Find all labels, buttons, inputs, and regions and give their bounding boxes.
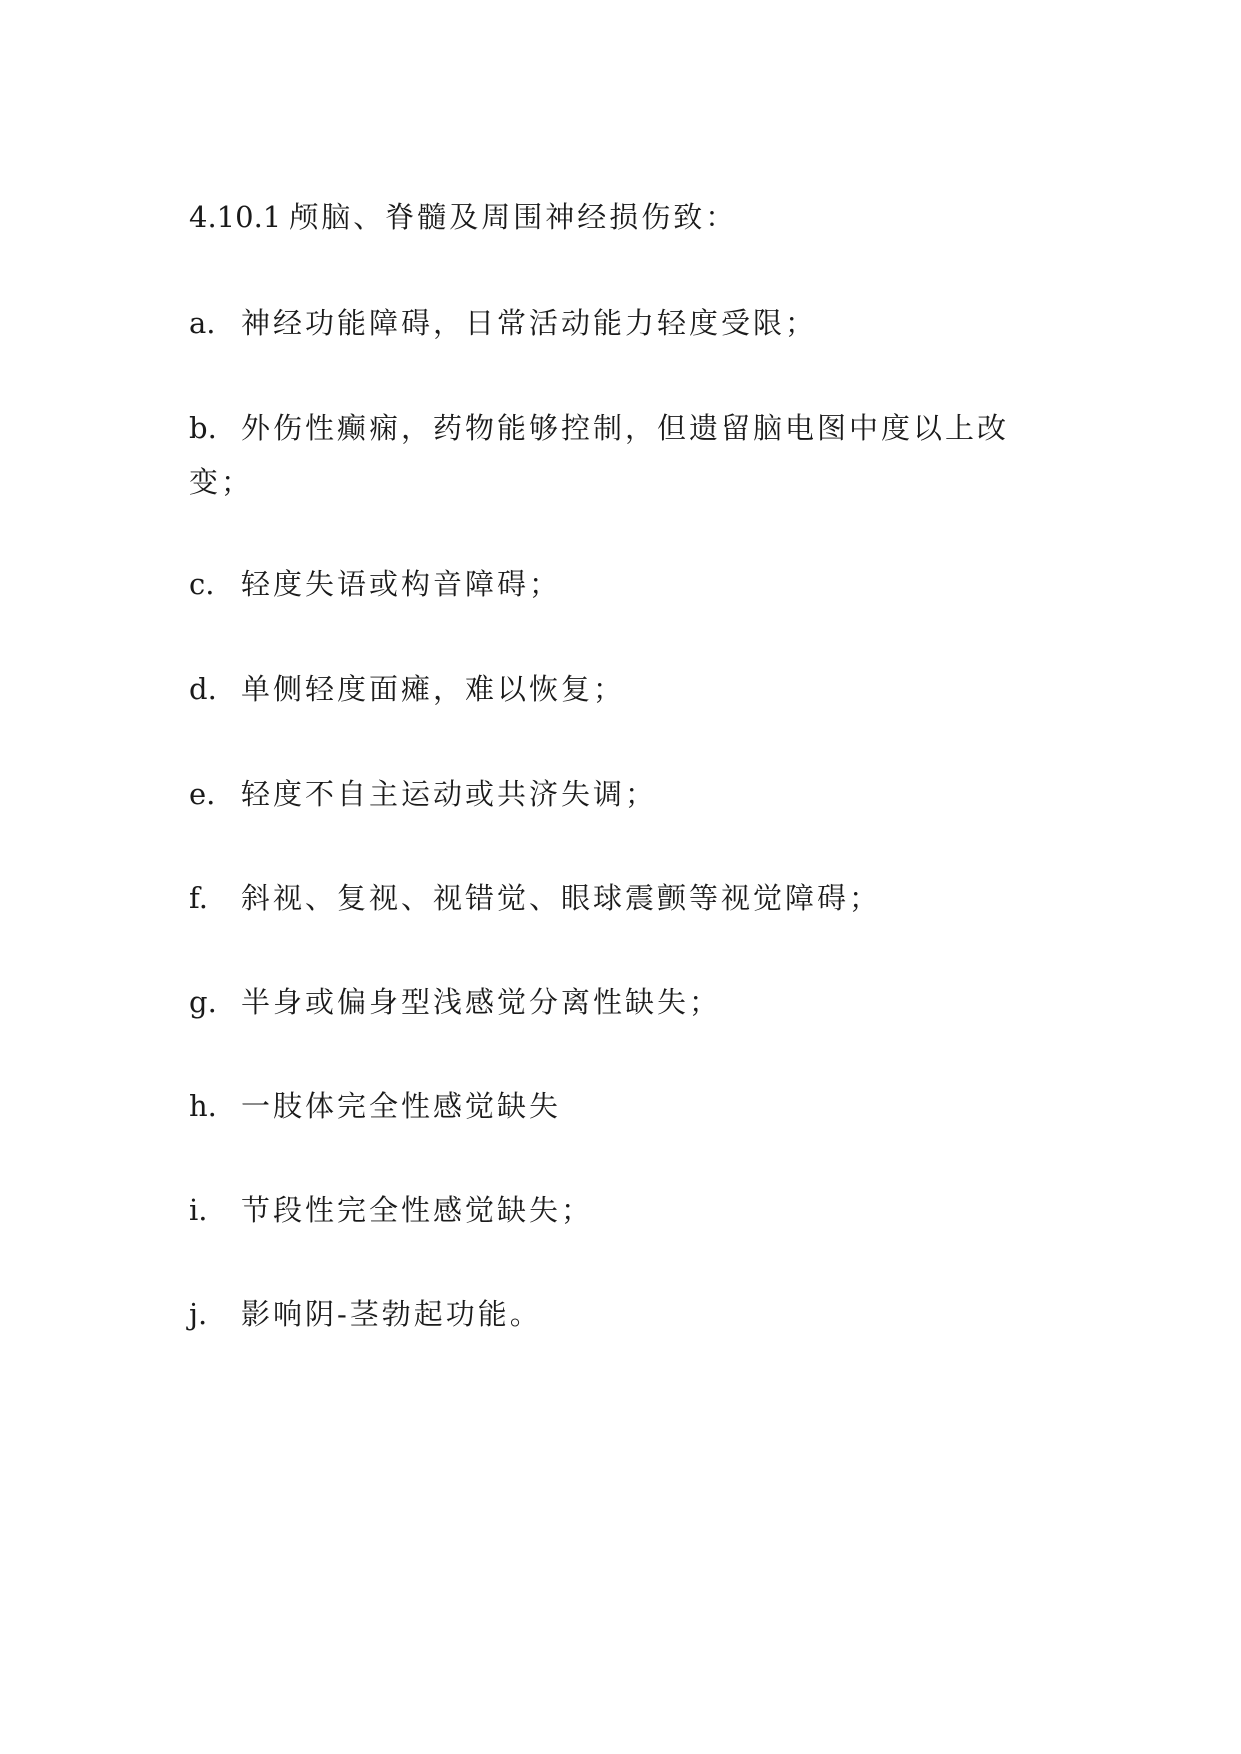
list-item-label: d. (189, 672, 217, 706)
list-item-b (189, 399, 1069, 457)
list-item-h (189, 1077, 1069, 1135)
list-item-text: 外伤性癫痫，药物能够控制，但遗留脑电图中度以上改 (241, 411, 1010, 445)
list-item-label: h. (189, 1089, 217, 1123)
list-item-g (189, 973, 1069, 1031)
list-item-label: a. (189, 306, 216, 340)
list-item-text: 半身或偏身型浅感觉分离性缺失； (241, 985, 722, 1019)
list-item-j (189, 1285, 1069, 1343)
section-heading (189, 188, 1069, 246)
list-item-label: g. (189, 985, 217, 1019)
list-item-label: b. (189, 411, 217, 445)
list-item-c (189, 555, 1069, 613)
list-item-f (189, 869, 1069, 927)
list-item-text-continuation: 变； (189, 465, 254, 499)
list-item-text: 轻度失语或构音障碍； (241, 567, 562, 601)
list-item-label: e. (189, 777, 216, 811)
section-number: 4.10.1 (189, 200, 282, 234)
list-item-text: 单侧轻度面瘫，难以恢复； (241, 672, 626, 706)
list-item-text: 节段性完全性感觉缺失； (241, 1193, 594, 1227)
list-item-a (189, 294, 1069, 352)
list-item-text: 斜视、复视、视错觉、眼球震颤等视觉障碍； (241, 881, 882, 915)
list-item-e (189, 765, 1069, 823)
list-item-label: f. (189, 881, 208, 915)
list-item-i (189, 1181, 1069, 1239)
list-item-d (189, 660, 1069, 718)
list-item-text: 影响阴-茎勃起功能。 (241, 1297, 542, 1331)
list-item-text: 神经功能障碍，日常活动能力轻度受限； (241, 306, 818, 340)
list-item-label: j. (189, 1297, 208, 1331)
list-item-b-continuation (189, 453, 1069, 511)
list-item-label: c. (189, 567, 215, 601)
list-item-label: i. (189, 1193, 208, 1227)
list-item-text: 轻度不自主运动或共济失调； (241, 777, 658, 811)
list-item-text: 一肢体完全性感觉缺失 (241, 1089, 562, 1123)
section-heading-text: 颅脑、脊髓及周围神经损伤致： (289, 200, 738, 234)
